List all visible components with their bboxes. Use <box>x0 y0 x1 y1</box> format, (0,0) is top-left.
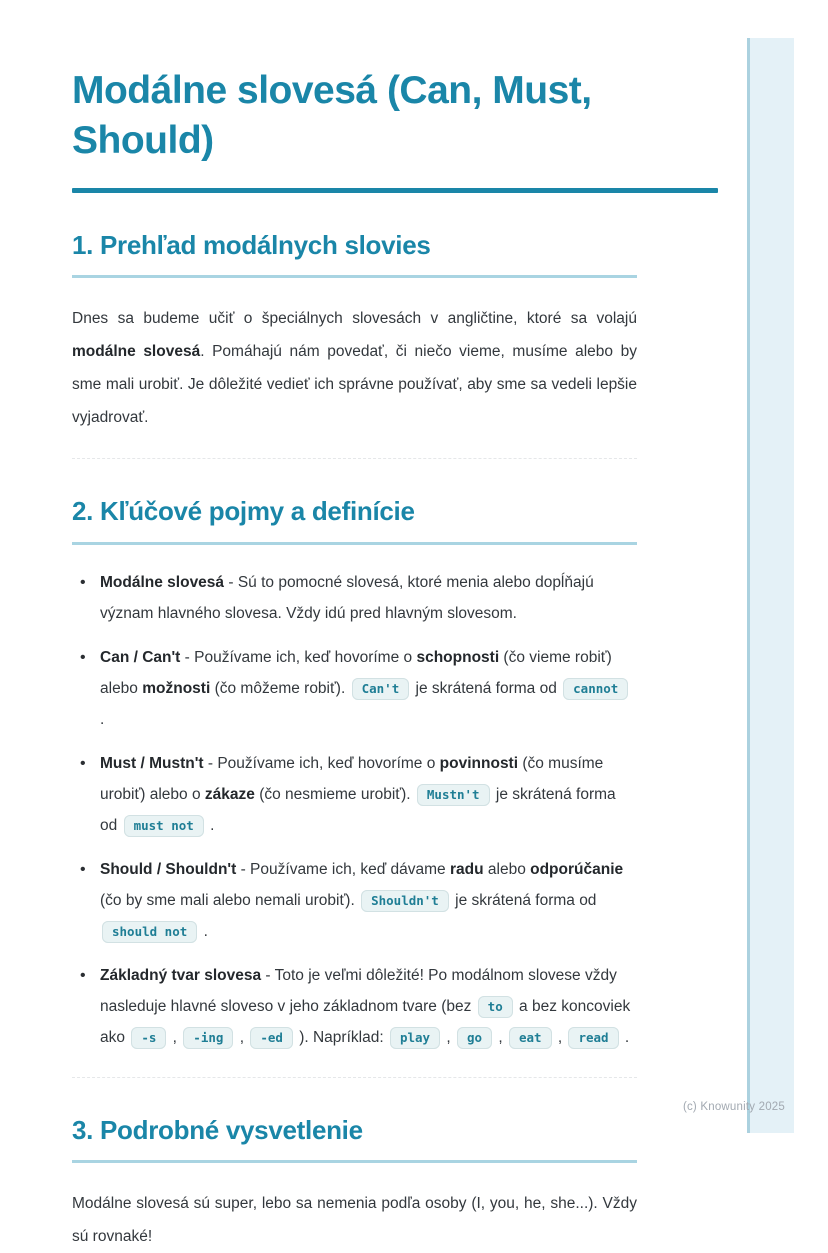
text-run: . <box>205 816 215 834</box>
text-run: - Sú to pomocné slovesá, ktoré menia alebo dopĺňajú význam hlavného slovesa. Vždy idú pred hlavným slovesom. <box>100 573 594 622</box>
bold-text: Modálne slovesá <box>100 573 225 591</box>
document-content <box>72 0 637 1253</box>
text-run: - Používame ich, keď dávame <box>236 860 450 878</box>
section-1-paragraph <box>72 302 637 434</box>
text-run: , <box>553 1028 567 1046</box>
text-run: Dnes sa budeme učiť o špeciálnych slovesách v angličtine, ktoré sa volajú <box>72 310 637 328</box>
bold-text: modálne slovesá <box>72 343 201 361</box>
text-run: - Používame ich, keď hovoríme o <box>203 754 440 772</box>
section-3-paragraph <box>72 1187 637 1253</box>
list-item <box>80 642 637 735</box>
code-chip: should not <box>102 921 197 943</box>
code-chip: must not <box>124 815 204 837</box>
code-chip: eat <box>509 1027 552 1049</box>
bold-text: Must / Mustn't <box>100 754 204 772</box>
code-chip: -ing <box>183 1027 233 1049</box>
text-run: . <box>100 710 105 728</box>
code-chip: go <box>457 1027 492 1049</box>
text-run: (čo vieme robiť) alebo <box>100 648 612 697</box>
code-chip: to <box>478 996 513 1018</box>
code-chip: -s <box>131 1027 166 1049</box>
bold-text: Základný tvar slovesa <box>100 966 262 984</box>
text-run: , <box>168 1028 182 1046</box>
section-1-heading: 1. Prehľad modálnych slovies <box>72 229 637 279</box>
code-chip: Mustn't <box>417 784 490 806</box>
bold-text: Can / Can't <box>100 648 181 666</box>
definitions-list <box>72 567 637 1053</box>
text-run: ). Napríklad: <box>294 1028 388 1046</box>
list-item <box>80 960 637 1053</box>
text-run: je skrátená forma od <box>450 891 597 909</box>
code-chip: Can't <box>352 678 410 700</box>
bold-text: radu <box>449 860 484 878</box>
section-3-heading: 3. Podrobné vysvetlenie <box>72 1114 637 1164</box>
code-chip: Shouldn't <box>361 890 449 912</box>
text-run: - Používame ich, keď hovoríme o <box>180 648 417 666</box>
code-chip: -ed <box>250 1027 293 1049</box>
code-chip: cannot <box>563 678 628 700</box>
section-divider <box>72 458 637 459</box>
section-key-terms <box>72 495 637 1053</box>
text-run: (čo môžeme robiť). <box>210 679 350 697</box>
text-run: a bez koncoviek ako <box>100 997 631 1046</box>
text-run: . <box>199 922 208 940</box>
text-run: , <box>494 1028 507 1046</box>
text-run: alebo <box>483 860 531 878</box>
text-run: Modálne slovesá sú super, lebo sa nemenia podľa osoby (I, you, he, she...). Vždy sú rovnaké! <box>72 1195 637 1246</box>
text-run: , <box>235 1028 249 1046</box>
text-run: . Pomáhajú nám povedať, či niečo vieme, musíme alebo by sme mali urobiť. Je dôležité vedieť ich správne používať, aby sme sa vedeli lepšie vyjadrovať. <box>72 343 637 427</box>
section-divider <box>72 1077 637 1078</box>
text-run: . <box>620 1028 630 1046</box>
code-chip: play <box>390 1027 440 1049</box>
bold-text: odporúčanie <box>530 860 624 878</box>
page-edge-decoration <box>747 38 794 1133</box>
watermark: (c) Knowunity 2025 <box>682 1101 785 1113</box>
text-run: , <box>442 1028 455 1046</box>
bold-text: Should / Shouldn't <box>100 860 237 878</box>
bold-text: schopnosti <box>416 648 500 666</box>
text-run: je skrátená forma od <box>100 785 616 834</box>
list-item <box>80 748 637 841</box>
list-item <box>80 854 637 947</box>
bold-text: povinnosti <box>439 754 519 772</box>
section-2-heading: 2. Kľúčové pojmy a definície <box>72 495 637 545</box>
text-run: (čo musíme urobiť) alebo o <box>100 754 604 803</box>
page-title: Modálne slovesá (Can, Must, Should) <box>72 69 592 162</box>
text-run: je skrátená forma od <box>411 679 562 697</box>
section-overview <box>72 229 637 435</box>
bold-text: možnosti <box>142 679 211 697</box>
bold-text: zákaze <box>204 785 255 803</box>
text-run: (čo nesmieme urobiť). <box>254 785 415 803</box>
code-chip: read <box>568 1027 618 1049</box>
list-item <box>80 567 637 629</box>
text-run: - Toto je veľmi dôležité! Po modálnom slovese vždy nasleduje hlavné sloveso v jeho základnom tvare (bez <box>100 966 617 1015</box>
section-explanation <box>72 1114 637 1253</box>
text-run: (čo by sme mali alebo nemali urobiť). <box>100 891 360 909</box>
title-rule <box>72 188 718 193</box>
